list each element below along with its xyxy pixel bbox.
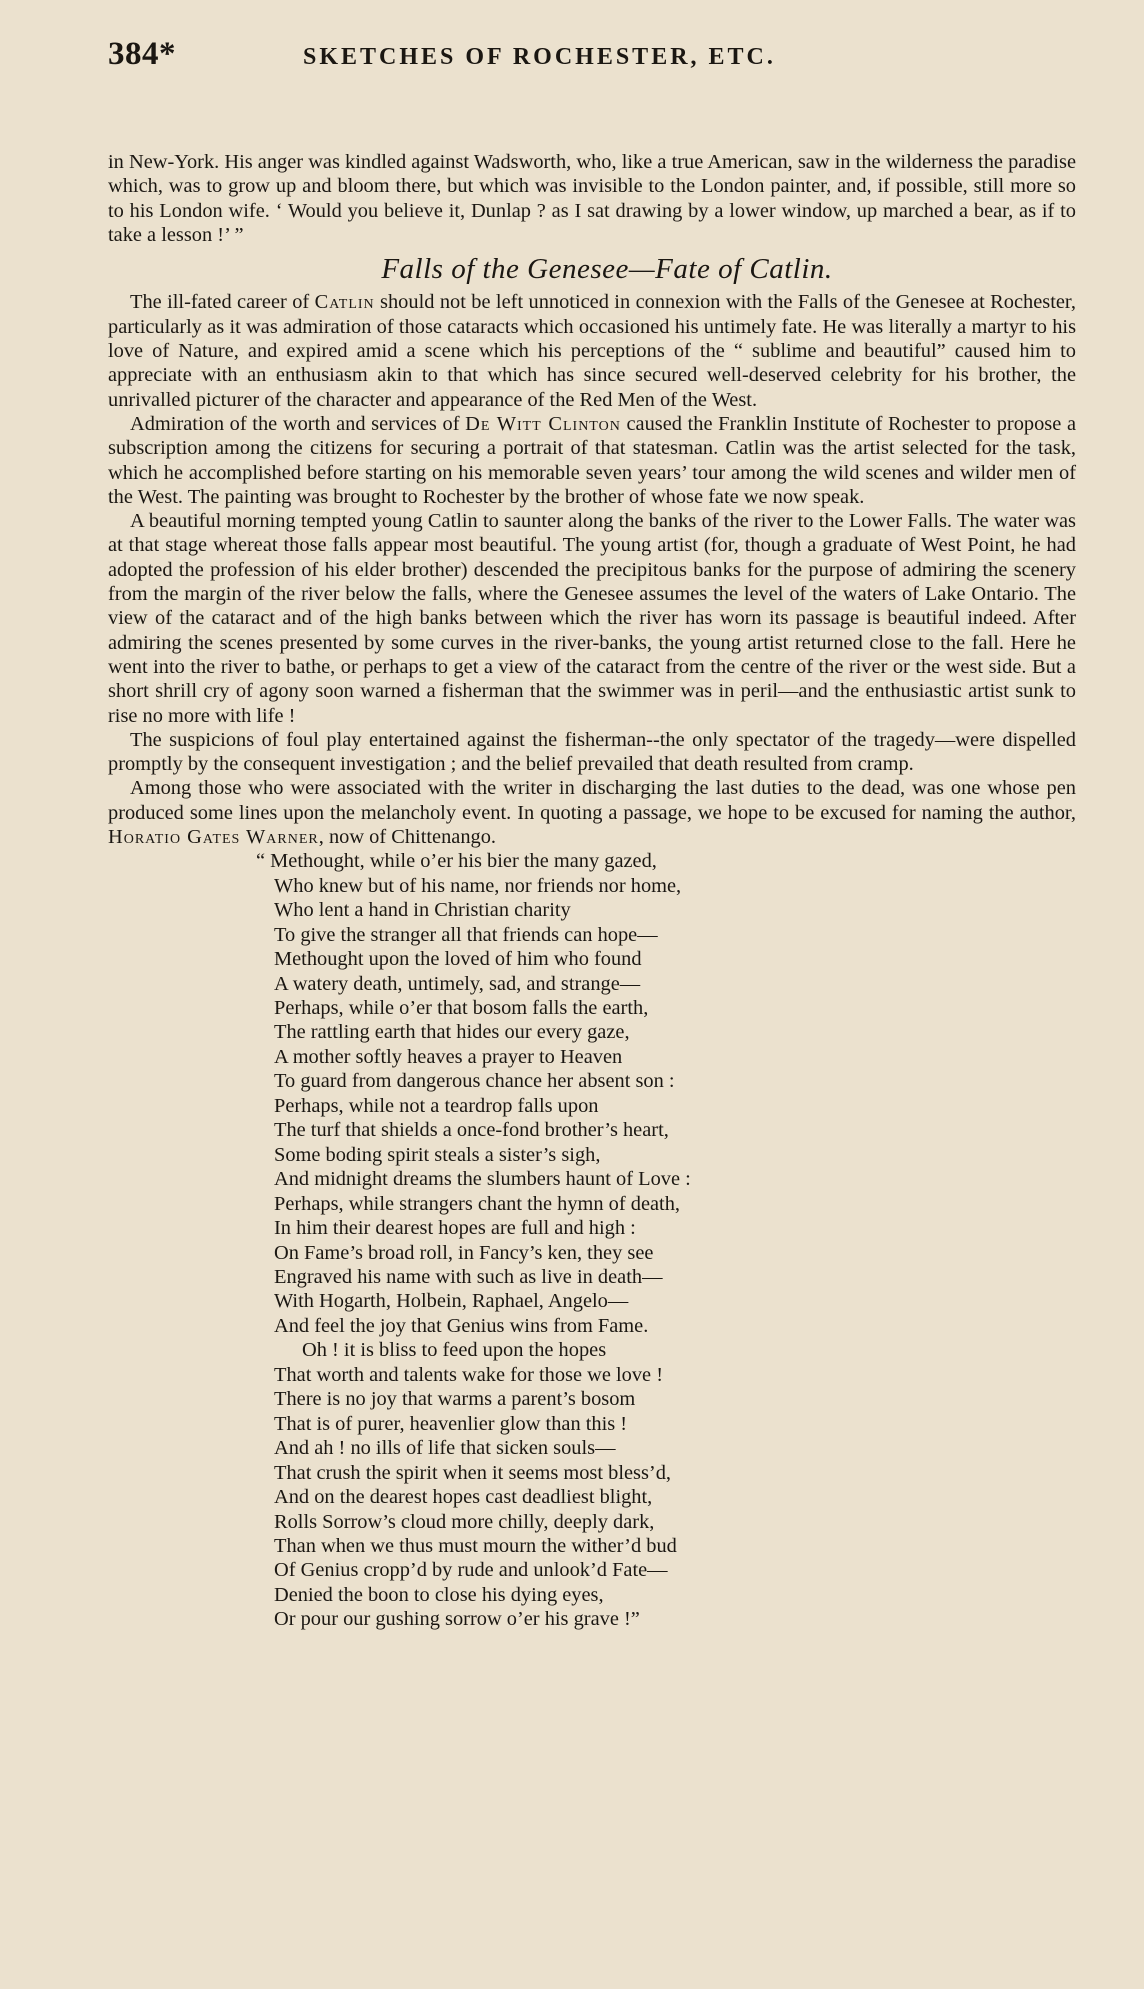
poem-line: Perhaps, while o’er that bosom falls the earth, [274,997,649,1020]
poem-line: That crush the spirit when it seems most bless’d, [274,1461,671,1484]
poem-line: Denied the boon to close his dying eyes, [274,1583,604,1606]
opening-paragraph [108,150,1076,247]
poem-line: That is of purer, heavenlier glow than this ! [274,1412,628,1435]
poem-line: The rattling earth that hides our every gaze, [274,1021,630,1044]
poem-line: “ Methought, while o’er his bier the many gazed, [256,850,657,873]
paragraph-text: The suspicions of foul play entertained against the fisherman--the only spectator of the tragedy—were dispelled promptly by the consequent investigation ; and the belief prevailed that death resulted from cramp. [108,728,1076,776]
paragraph-text-end: should not be left unnoticed in connexion with the Falls of the Genesee at Rochester, particularly as it was admiration of those cataracts which occasioned his untimely fate. He was literally a martyr to his love of Nature, and expired amid a scene which his perceptions of the “ sublime and beautiful” caused him to appreciate with an enthusiasm akin to that which has since secured well-deserved celebrity for his brother, the unrivalled picturer of the character and appearance of the Red Men of the West. [108,291,1076,411]
paragraph-text-end: caused the Franklin Institute of Rochester to propose a subscription among the citizens for securing a portrait of that statesman. Catlin was the artist selected for the task, which he accomplished before starting on his memorable seven years’ tour among the wild scenes and wilder men of the West. The painting was brought to Rochester by the brother of whose fate we now speak. [108,412,1076,508]
paragraph-text-end: , now of Chittenango. [318,826,497,849]
poem-line: That worth and talents wake for those we love ! [274,1363,663,1386]
page-number: 384* [108,36,176,72]
poem-line: Who lent a hand in Christian charity [274,899,571,922]
poem-line: Methought upon the loved of him who found [274,948,642,971]
paragraph-catlin-career [108,290,1076,411]
name-catlin: Catlin [314,291,375,314]
poem-line: And ah ! no ills of life that sicken souls— [274,1437,616,1460]
poem-line: There is no joy that warms a parent’s bosom [274,1388,636,1411]
poem-line: On Fame’s broad roll, in Fancy’s ken, they see [274,1241,654,1264]
name-horatio-gates-warner: Horatio Gates Warner [108,826,319,849]
paragraph-poem-intro [108,776,1076,849]
poem-line: Engraved his name with such as live in death— [274,1266,663,1289]
paragraph-lower-falls [108,509,1076,728]
paragraph-text-start: The ill-fated career of [130,291,315,314]
poem-line: Who knew but of his name, nor friends nor home, [274,874,682,897]
opening-paragraph-text: in New-York. His anger was kindled against Wadsworth, who, like a true American, saw in the wilderness the paradise which, was to grow up and bloom there, but which was invisible to the London painter, and, if possible, still more so to his London wife. ‘ Would you believe it, Dunlap ? as I sat drawing by a lower window, up marched a bear, as if to take a lesson !’ ” [108,151,1076,246]
poem [256,849,1076,1632]
name-de-witt-clinton: De Witt Clinton [465,412,621,435]
poem-line: Of Genius cropp’d by rude and unlook’d Fate— [274,1559,668,1582]
paragraph-text: A beautiful morning tempted young Catlin to saunter along the banks of the river to the Lower Falls. The water was at that stage whereat those falls appear most beautiful. The young artist (for, though a graduate of West Point, he had adopted the profession of his elder brother) descended the precipitous banks for the purpose of admiring the scenery from the margin of the river below the falls, where the Genesee assumes the level of the waters of Lake Ontario. The view of the cataract and of the high banks between which the river has worn its passage is beautiful indeed. After admiring the scenes presented by some curves in the river-banks, the young artist returned close to the fall. Here he went into the river to bathe, or perhaps to get a view of the cataract from the centre of the river or the west side. But a short shrill cry of agony soon warned a fisherman that the swimmer was in peril—and the enthusiastic artist sunk to rise no more with life ! [108,510,1076,727]
page-header [108,36,1076,84]
poem-line: Perhaps, while not a teardrop falls upon [274,1094,599,1117]
poem-line: Rolls Sorrow’s cloud more chilly, deeply dark, [274,1510,655,1533]
poem-line: Or pour our gushing sorrow o’er his grave !” [274,1608,640,1631]
poem-line: And on the dearest hopes cast deadliest blight, [274,1486,653,1509]
poem-line: A watery death, untimely, sad, and strange— [274,972,641,995]
paragraph-text-start: Among those who were associated with the writer in discharging the last duties to the dead, was one whose pen produced some lines upon the melancholy event. In quoting a passage, we hope to be excused for naming the author, [108,777,1076,824]
paragraph-text-start: Admiration of the worth and services of [130,412,466,435]
poem-line: Oh ! it is bliss to feed upon the hopes [302,1339,607,1362]
poem-line: Perhaps, while strangers chant the hymn of death, [274,1192,681,1215]
poem-line: The turf that shields a once-fond brother’s heart, [274,1119,669,1142]
running-head: SKETCHES OF ROCHESTER, ETC. [303,44,776,70]
poem-line: Than when we thus must mourn the wither’d bud [274,1535,677,1557]
poem-line: In him their dearest hopes are full and high : [274,1217,636,1240]
poem-line: With Hogarth, Holbein, Raphael, Angelo— [274,1290,629,1313]
poem-line: And midnight dreams the slumbers haunt of Love : [274,1168,691,1191]
poem-line: And feel the joy that Genius wins from Fame. [274,1314,649,1337]
poem-line: A mother softly heaves a prayer to Heaven [274,1045,623,1068]
poem-line: Some boding spirit steals a sister’s sigh, [274,1143,601,1166]
poem-line: To guard from dangerous chance her absent son : [274,1070,675,1093]
main-text [108,150,1076,1632]
poem-line: To give the stranger all that friends can hope— [274,923,658,946]
paragraph-suspicions [108,728,1076,777]
section-heading: Falls of the Genesee—Fate of Catlin. [381,253,833,286]
paragraph-clinton-portrait [108,412,1076,509]
